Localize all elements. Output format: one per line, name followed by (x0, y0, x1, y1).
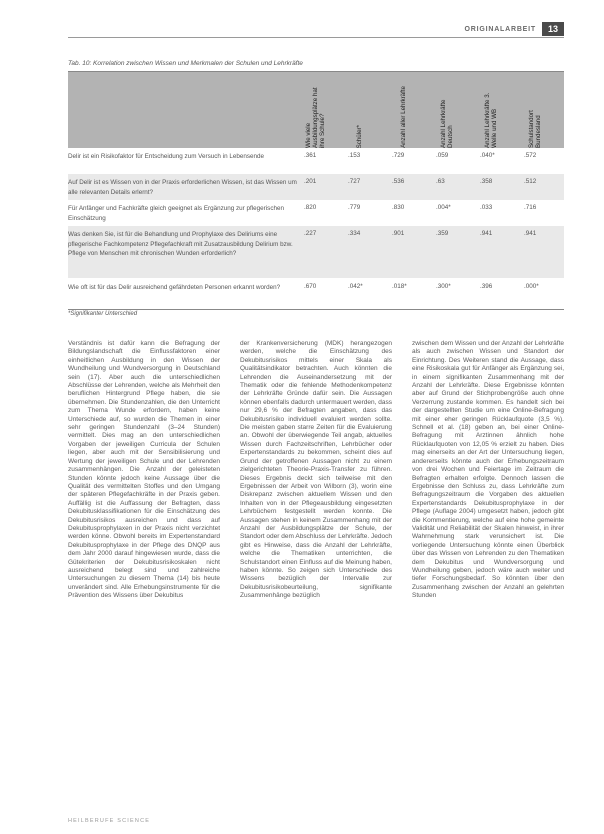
table-bottom-rule (68, 309, 564, 310)
paragraph: zwischen dem Wissen und der Anzahl der Lehrkräfte als auch zwischen Wissen und Standort der Einrichtung. Des Weiteren stand die Aussage, dass eine Risikoskala gut für Anfänger als Ergänzung sei, in einem signifikanten Zusammenhang mit der Anzahl der Lehrkräfte. Diese Ergebnisse könnten aber auf Grund der Stichprobengröße auch ohne Verzerrung zustande kommen. Es handelt sich bei der dargestellten Studie um eine Online-Befragung mit einer eher geringen Rücklaufquote (3,5 %). Schnell et al. (18) geben an, bei einer Online-Befragung mit Arztinnen ähnlich hohe Rücklaufquoten von 12,05 % erzielt zu haben. Dies mag einerseits an der Art der Untersuchung liegen, andererseits könnte auch der Erhebungszeitraum von drei Wochen und Feiertage im Zeitraum die Befragten erhalten erfolgte. Dennoch lassen die Ergebnisse den Schluss zu, dass Lehrkräfte zum Befragungszeitraum die Vorgaben des aktuellen Expertenstandards Dekubitusprophylaxe in der Pflege (Auflage 2004) umgesetzt haben, jedoch gibt die Kommentierung, welche auf eine hohe gemeinte Validität und Reliabilität der Skalen hinweist, in ihrer Wahrnehmung stark verunsichert ist. Die vorliegende Untersuchung könnte einen Überblick über das Wissen von Lehrenden zu den Thematiken dem Dekubitus und Wundversorgung und Wundheilung geben, jedoch wäre auch weiter und tiefer Forschungsbedarf. So könnten über den Zusammenhang zwischen der Anzahl an gelehrten Stunden (412, 340, 564, 600)
table-footnote: *Signifikanter Unterschied (68, 311, 138, 317)
table-cell: .830 (392, 204, 405, 211)
paragraph: der Krankenversicherung (MDK) herangezogen werden, welche die Einschätzung des Dekubitusrisikos mittels einer Skala als Qualitätsindikator betrachten. Auch könnten die Lehrenden die Auseinandersetzung mit der Thematik oder die fehlende Methodenkompetenz der Lehrkräfte Gründe dafür sein. Die Aussagen können ebenfalls dadurch untermauert werden, dass nur 29,6 % der Befragten angaben, dass das Dekubitusrisiko individuell evaluiert werden sollte. Die meisten gaben starre Zeiten für die Evaluierung an. Obwohl der überwiegende Teil angab, aktuelles Wissen durch Fachzeitschriften, Lehrbücher oder Expertenstandards zu bekommen, scheint dies auf Grund der getroffenen Aussagen nicht zu einem zielgerichteten Theorie-Praxis-Transfer zu führen. Dieses Ergebnis deckt sich teilweise mit den Ergebnissen der Arbeit von Wilborn (3), worin eine Diskrepanz zwischen aktuellem Wissen und den Inhalten von in der Pflegeausbildung eingesetzten Lehrbüchern festgestellt werden konnte. Die Aussagen stehen in keinem Zusammenhang mit der Anzahl der Ausbildungsplätze der Schule, der Standort oder dem Abschluss der Lehrkräfte. Jedoch gibt es Hinweise, dass die Anzahl der Lehrkräfte, welche die Thematiken unterrichten, die Schulstandort einen Einfluss auf die Meinung haben, haben könnte. So zeigen sich Unterschiede des Wissens bezüglich der Intervalle zur Dekubitusrisikobeurteilung, signifikante Zusammenhänge bezüglich (240, 340, 392, 600)
row-question: Für Anfänger und Fachkräfte gleich geeignet als Ergänzung zur pflegerischen Einschätzung (68, 205, 284, 222)
text-column-1 (68, 340, 220, 810)
table-cell: .201 (304, 178, 317, 185)
table-cell: .033 (480, 204, 493, 211)
table-cell: .227 (304, 230, 317, 237)
table-caption: Tab. 10: Korrelation zwischen Wissen und Merkmalen der Schulen und Lehrkräfte (68, 60, 303, 67)
table-cell: .716 (524, 204, 537, 211)
column-header: Schulstandort Bundesland (528, 110, 542, 148)
column-header: Schüler* (355, 124, 363, 148)
table-cell: .572 (524, 152, 537, 159)
table-cell: .361 (304, 152, 317, 159)
table-cell: .040* (480, 152, 495, 159)
text-column-3 (412, 340, 564, 810)
row-question: Wie oft ist für das Delir ausreichend gefährdeten Personen erkannt worden? (68, 284, 281, 291)
table-cell: .941 (480, 230, 493, 237)
paragraph: Verständnis ist dafür kann die Befragung der Bildungslandschaft die Einflussfaktoren einer einheitlichen Ausbildung in den Wissen der Wundheilung und Wundversorgung in Deutschland sein (17). Aber auch die unterschiedlichen Abschlüsse der Lehrenden, welche als Mehrheit den beruflichen Hintergrund Pflege haben, die sie übernehmen. Die Stundenzahlen, die den Unterricht zum Thema Wunde erfordern, haben keine Unterschiede auf, so wurden die Themen in einer sehr geringen Stundenzahl (3–24 Stunden) vermittelt. Dies mag an den unterschiedlichen Vorgaben der jeweiligen Curricula der Schulen liegen, aber auch mit der Sensibilisierung und Wertung der jeweiligen Schule und der Lehrenden zusammenhängen. Die Anzahl der geleisteten Stunden könnte jedoch keine Aussage über die Qualität des vermittelten Stoffes und den Umgang der späteren Pflegefachkräfte in der Praxis geben. Auffällig ist die Auffassung der Befragten, dass Dekubitusklassifikationen für die Einschätzung des Dekubitusrisikos ausreichen und dass auf Dekubitusprophylaxen in der Praxis nicht verzichtet werden könne. Obwohl bereits im Expertenstandard Dekubitusprophylaxe in der Pflege des DNQP aus dem Jahr 2000 darauf hingewiesen wurde, dass die Gütekriterien der Dekubitusrisikoskalen nicht ausreichend belegt sind und zahlreiche Untersuchungen zu diesem Thema (14) bis heute unverändert sind. Alle Erhebungsinstrumente für die Prävention des Wissens über Dekubitus (68, 340, 220, 600)
column-header: Wie viele Ausbildungsplätze hat ihre Schule? (304, 87, 326, 148)
table-cell: .670 (304, 283, 317, 290)
table-cell: .153 (348, 152, 361, 159)
table-cell: .901 (392, 230, 405, 237)
table-cell: .042* (348, 283, 363, 290)
table-cell: .729 (392, 152, 405, 159)
table-cell: .779 (348, 204, 361, 211)
table-cell: .63 (436, 178, 445, 185)
table-cell: .512 (524, 178, 537, 185)
table-cell: .300* (436, 283, 451, 290)
table-cell: .820 (304, 204, 317, 211)
table-cell: .059 (436, 152, 449, 159)
column-header: Anzahl Lehrkräfte Deutsch (440, 99, 454, 148)
table-cell: .941 (524, 230, 537, 237)
row-question: Delir ist ein Risikofaktor für Entscheidung zum Versuch in Lebensende (68, 153, 265, 160)
table-cell: .727 (348, 178, 361, 185)
page-footer: HEILBERUFE SCIENCE (68, 818, 151, 824)
table-cell: .536 (392, 178, 405, 185)
text-column-2 (240, 340, 392, 810)
table-cell: .018* (392, 283, 407, 290)
table-cell: .004* (436, 204, 451, 211)
table-cell: .396 (480, 283, 493, 290)
page-number: 13 (542, 22, 564, 36)
column-header: Anzahl Lehrkräfte 3. Welle und WB (484, 92, 498, 148)
row-question: Auf Delir ist es Wissen von in der Praxis erforderlichen Wissen, ist das Wissen um alle relevanten Details erlernt? (68, 179, 297, 196)
section-label: ORIGINALARBEIT (464, 25, 536, 33)
table-cell: .358 (480, 178, 493, 185)
header-rule (68, 37, 564, 38)
column-header: Anzahl aller Lehrkräfte (399, 86, 407, 148)
row-question: Was denken Sie, ist für die Behandlung und Prophylaxe des Deliriums eine pflegerische Fachkompetenz Pflegefachkraft mit Zusatzausbildung Delirium bzw. Pflege von Menschen mit chronischen Wunden erforderlich? (68, 231, 293, 257)
table-cell: .359 (436, 230, 449, 237)
table-cell: .334 (348, 230, 361, 237)
table-cell: .000* (524, 283, 539, 290)
running-header (465, 22, 565, 36)
